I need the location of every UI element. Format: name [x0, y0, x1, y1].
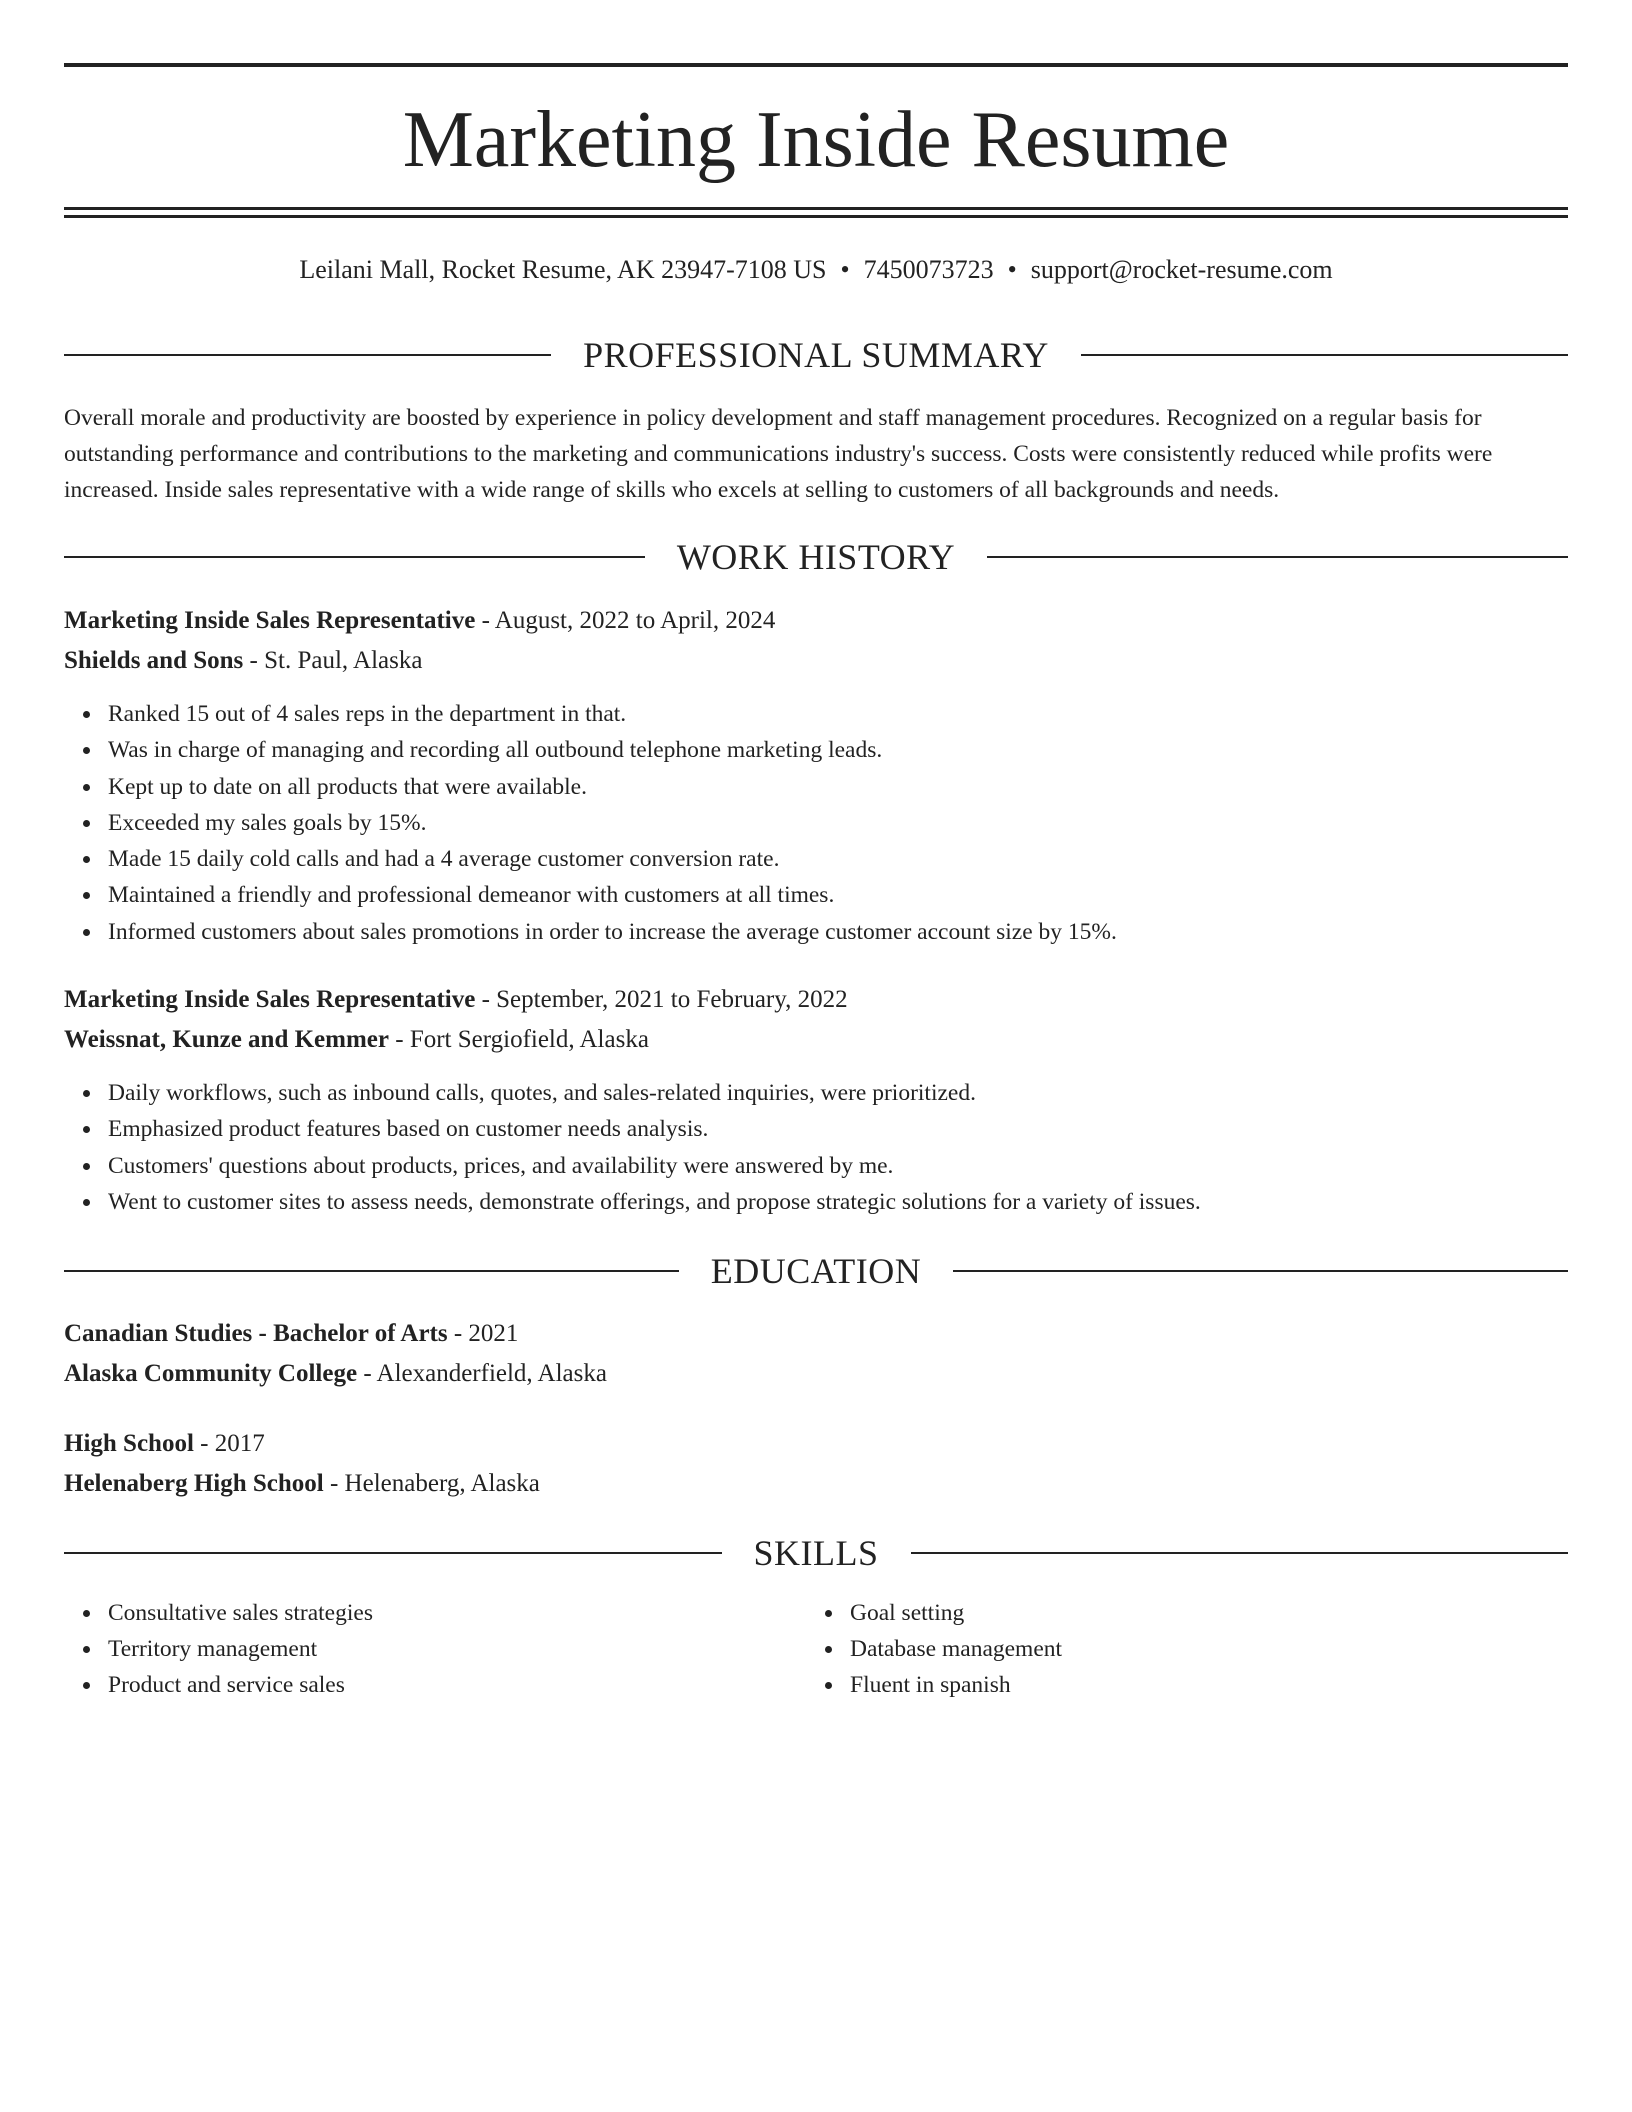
job-company: Shields and Sons — [64, 647, 244, 674]
contact-email: support@rocket-resume.com — [1030, 255, 1333, 284]
list-item: Maintained a friendly and professional demeanor with customers at all times. — [108, 877, 1117, 913]
heading-rule — [64, 556, 645, 558]
section-title: WORK HISTORY — [676, 537, 956, 577]
job-dates: - August, 2022 to April, 2024 — [475, 607, 776, 634]
heading-rule — [1081, 354, 1568, 356]
job-location: - St. Paul, Alaska — [243, 647, 423, 674]
skills-list-left — [108, 1595, 373, 1703]
skill-item: Fluent in spanish — [850, 1667, 1062, 1703]
skill-item: Territory management — [108, 1631, 373, 1667]
contact-separator: • — [1007, 255, 1017, 284]
heading-rule — [64, 354, 551, 356]
education-degree-line — [64, 1424, 1568, 1464]
job-bullets — [108, 696, 1117, 950]
section-title: SKILLS — [753, 1533, 879, 1573]
job-entry — [64, 601, 1568, 681]
education-entry — [64, 1424, 1568, 1504]
header-top-rule — [64, 63, 1568, 67]
education-school-line — [64, 1354, 1568, 1394]
contact-phone: 7450073723 — [863, 255, 994, 284]
list-item: Exceeded my sales goals by 15%. — [108, 805, 1117, 841]
header-bottom-rule — [64, 207, 1568, 210]
education-year: - 2017 — [193, 1430, 265, 1457]
section-heading-skills — [64, 1531, 1568, 1575]
contact-line — [64, 252, 1568, 288]
job-title-line — [64, 980, 1568, 1020]
skill-item: Database management — [850, 1631, 1062, 1667]
job-entry — [64, 980, 1568, 1060]
education-entry — [64, 1314, 1568, 1394]
list-item: Daily workflows, such as inbound calls, quotes, and sales-related inquiries, were prioritized. — [108, 1075, 1201, 1111]
job-bullets — [108, 1075, 1201, 1220]
list-item: Ranked 15 out of 4 sales reps in the department in that. — [108, 696, 1117, 732]
education-year: - 2021 — [447, 1320, 519, 1347]
list-item: Customers' questions about products, prices, and availability were answered by me. — [108, 1148, 1201, 1184]
list-item: Kept up to date on all products that were available. — [108, 769, 1117, 805]
list-item: Emphasized product features based on customer needs analysis. — [108, 1111, 1201, 1147]
resume-title: Marketing Inside Resume — [402, 96, 1230, 184]
education-location: - Helenaberg, Alaska — [323, 1470, 540, 1497]
skill-item: Goal setting — [850, 1595, 1062, 1631]
skills-list-right — [850, 1595, 1062, 1703]
education-school: Helenaberg High School — [64, 1470, 324, 1497]
education-location: - Alexanderfield, Alaska — [357, 1360, 607, 1387]
list-item: Made 15 daily cold calls and had a 4 average customer conversion rate. — [108, 841, 1117, 877]
job-company-line — [64, 1020, 1568, 1060]
heading-rule — [987, 556, 1568, 558]
section-heading-work-history — [64, 535, 1568, 579]
education-school: Alaska Community College — [64, 1360, 358, 1387]
education-school-line — [64, 1464, 1568, 1504]
education-degree: High School — [64, 1430, 194, 1457]
list-item: Informed customers about sales promotions in order to increase the average customer account size by 15%. — [108, 914, 1117, 950]
job-title: Marketing Inside Sales Representative — [64, 986, 476, 1013]
section-heading-summary — [64, 333, 1568, 377]
heading-rule — [64, 1270, 679, 1272]
job-company-line — [64, 641, 1568, 681]
skill-item: Consultative sales strategies — [108, 1595, 373, 1631]
education-degree-line — [64, 1314, 1568, 1354]
job-title: Marketing Inside Sales Representative — [64, 607, 476, 634]
list-item: Was in charge of managing and recording all outbound telephone marketing leads. — [108, 732, 1117, 768]
list-item: Went to customer sites to assess needs, demonstrate offerings, and propose strategic solutions for a variety of issues. — [108, 1184, 1201, 1220]
job-title-line — [64, 601, 1568, 641]
section-title: PROFESSIONAL SUMMARY — [583, 335, 1049, 375]
section-heading-education — [64, 1249, 1568, 1293]
job-company: Weissnat, Kunze and Kemmer — [64, 1026, 389, 1053]
summary-text: Overall morale and productivity are boosted by experience in policy development and staff management procedures. Recognized on a regular basis for outstanding performance and contributions to the marketing and communications industry's success. Costs were consistently reduced while profits were increased. Inside sales representative with a wide range of skills who excels at selling to customers of all backgrounds and needs. — [64, 405, 1493, 503]
header-bottom-rule — [64, 215, 1568, 218]
education-degree: Canadian Studies - Bachelor of Arts — [64, 1320, 448, 1347]
section-title: EDUCATION — [710, 1251, 922, 1291]
heading-rule — [911, 1552, 1569, 1554]
skill-item: Product and service sales — [108, 1667, 373, 1703]
contact-separator: • — [840, 255, 850, 284]
heading-rule — [953, 1270, 1568, 1272]
job-dates: - September, 2021 to February, 2022 — [475, 986, 848, 1013]
job-location: - Fort Sergiofield, Alaska — [389, 1026, 649, 1053]
contact-address: Leilani Mall, Rocket Resume, AK 23947-7108 US — [299, 255, 827, 284]
heading-rule — [64, 1552, 722, 1554]
